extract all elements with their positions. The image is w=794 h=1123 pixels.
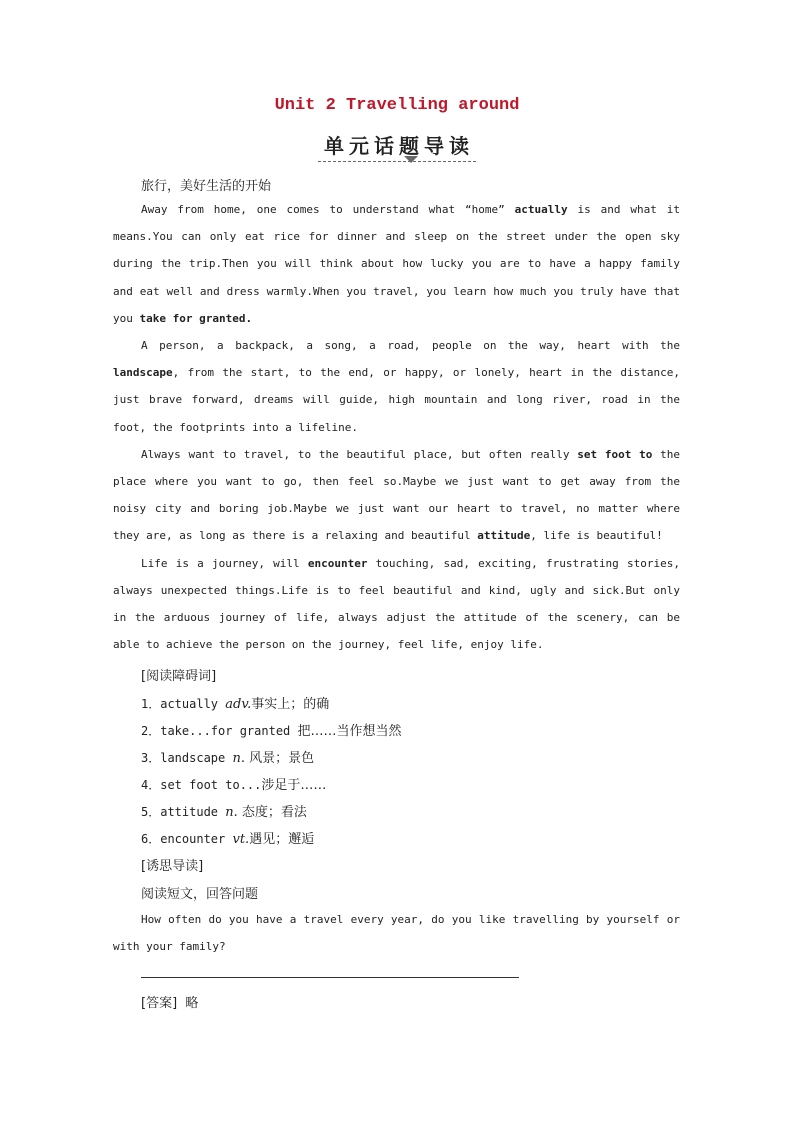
paragraph-1: Away from home, one comes to understand what “home” actually is and what it means.You can only eat rice for dinner and sleep on the street under the open sky during the trip.Then you will think about how lucky you are to have a happy family and eat well and dress warmly.When you travel, you learn how much you truly have that you take for granted. bbox=[113, 203, 680, 325]
guide-instruction: 阅读短文，回答问题 bbox=[141, 887, 259, 902]
question-text: How often do you have a travel every year, do you like travelling by yourself or with your family? bbox=[113, 913, 680, 954]
triangle-marker-icon bbox=[404, 156, 418, 163]
keyword-encounter: encounter bbox=[307, 556, 368, 570]
keyword-attitude: attitude bbox=[477, 529, 531, 543]
guide-heading: [诱思导读] bbox=[141, 859, 204, 874]
keyword-landscape: landscape bbox=[113, 366, 173, 380]
paragraph-2: A person, a backpack, a song, a road, people on the way, heart with the landscape, from the start, to the end, or happy, or lonely, heart in the distance, just brave forward, dreams will guide, high mountain and long river, road in the foot, the footprints into a lifeline. bbox=[113, 339, 680, 434]
vocab-item: 1．actually adv.事实上；的确 bbox=[141, 697, 330, 712]
vocab-item: 5．attitude n. 态度；看法 bbox=[141, 805, 307, 820]
keyword-actually: actually bbox=[514, 203, 568, 216]
subtitle-text: 单元话题导读 bbox=[318, 130, 476, 162]
vocab-item: 3．landscape n. 风景；景色 bbox=[141, 751, 315, 766]
section-subtitle bbox=[0, 130, 794, 162]
paragraph-3: Always want to travel, to the beautiful place, but often really set foot to the place where you want to go, then feel so.Maybe we just want to get away from the noisy city and boring job.Maybe we just want our heart to travel, no matter where they are, as long as there is a relaxing and beautiful attitude, life is beautiful! bbox=[113, 447, 680, 543]
answer-line bbox=[141, 977, 519, 978]
answer-label: [答案] bbox=[141, 996, 178, 1011]
answer-value: 略 bbox=[185, 996, 199, 1011]
vocab-item: 2．take...for granted 把……当作想当然 bbox=[141, 724, 402, 739]
vocab-heading: [阅读障碍词] bbox=[141, 669, 217, 684]
article-body bbox=[113, 196, 680, 658]
keyword-take-for-granted: take for granted. bbox=[139, 311, 253, 325]
keyword-set-foot-to: set foot to bbox=[577, 447, 653, 461]
article-heading: 旅行，美好生活的开始 bbox=[141, 179, 272, 194]
page-title: Unit 2 Travelling around bbox=[274, 96, 520, 115]
answer-row bbox=[141, 992, 198, 1011]
paragraph-4: Life is a journey, will encounter touching, sad, exciting, frustrating stories, always unexpected things.Life is to feel beautiful and kind, ugly and sick.But only in the arduous journey of life, always adjust the attitude of the scenery, can be able to achieve the person on the journey, feel life, enjoy life. bbox=[113, 556, 680, 652]
vocab-item: 4．set foot to...涉足于…… bbox=[141, 778, 327, 793]
vocab-item: 6．encounter vt.遇见；邂逅 bbox=[141, 832, 315, 847]
